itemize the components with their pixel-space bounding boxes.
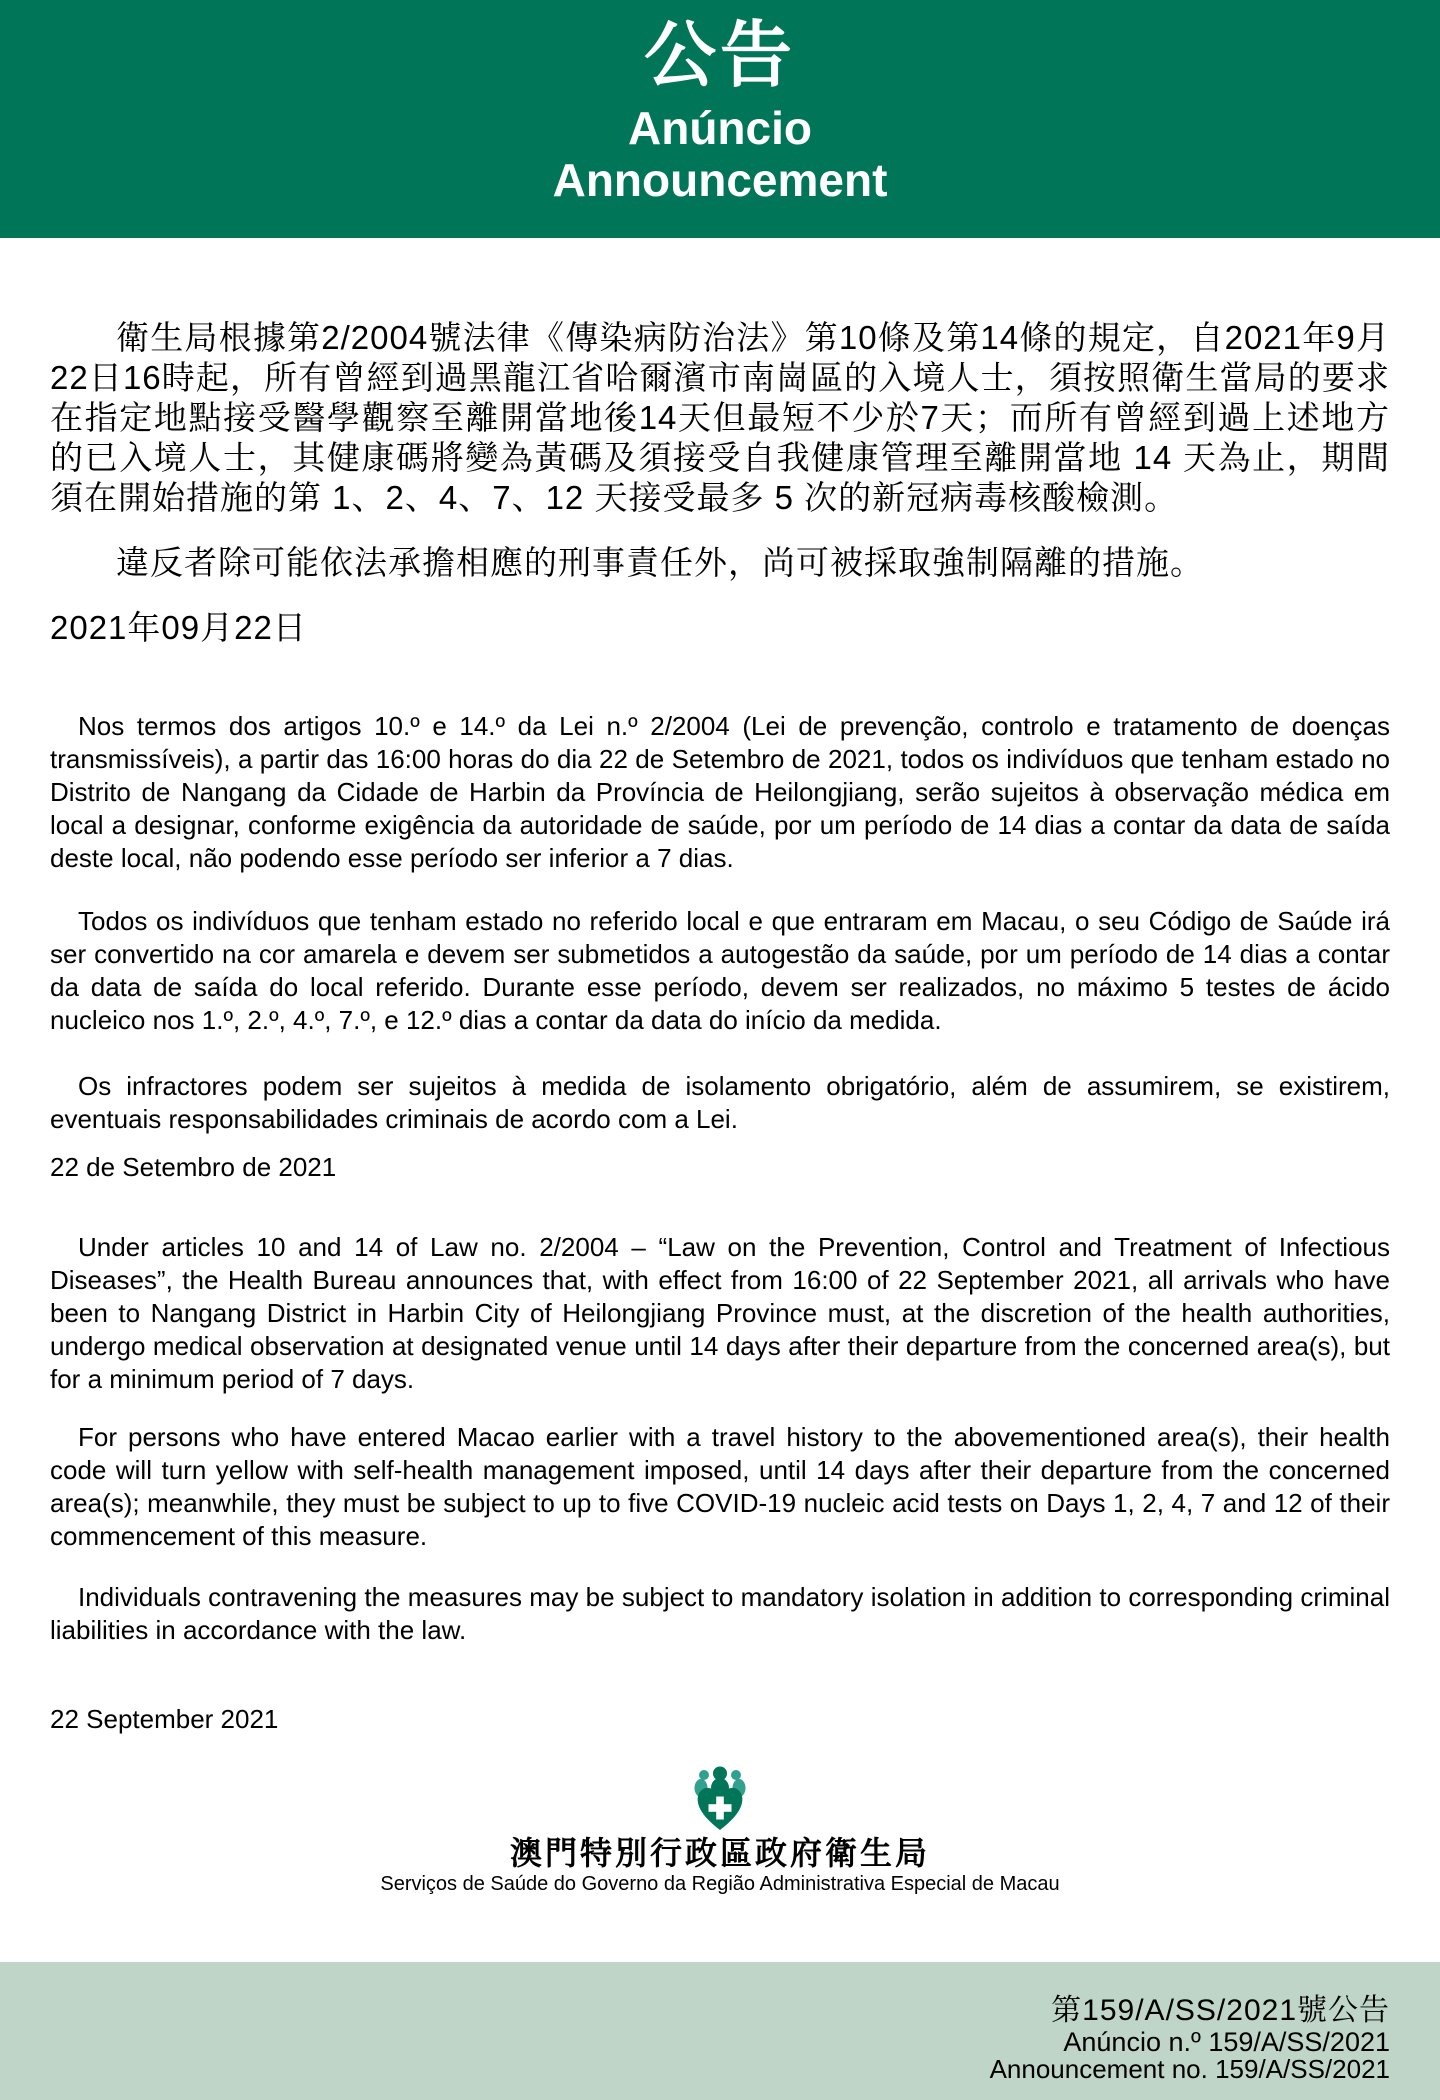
date-pt: 22 de Setembro de 2021 [50,1152,337,1182]
paragraph-pt-3: Os infractores podem ser sujeitos à medida de isolamento obrigatório, além de assumirem, se existirem, eventuais responsabilidades criminais de acordo com a Lei. [50,1071,1390,1134]
paragraph-pt-1: Nos termos dos artigos 10.º e 14.º da Lei n.º 2/2004 (Lei de prevenção, controlo e tratamento de doenças transmissíveis), a partir das 16:00 horas do dia 22 de Setembro de 2021, todos os indivíduos que tenham estado no Distrito de Nangang da Cidade de Harbin da Província de Heilongjiang, serão sujeitos à observação médica em local a designar, conforme exigência da autoridade de saúde, por um período de 14 dias a contar da data de saída deste local, não podendo esse período ser inferior a 7 dias. [50,711,1390,873]
paragraph-en-3: Individuals contravening the measures may be subject to mandatory isolation in addition to corresponding criminal liabilities in accordance with the law. [50,1582,1390,1645]
organization-name-zh: 澳門特別行政區政府衛生局 [509,1835,930,1871]
date-zh: 2021年09月22日 [50,609,307,646]
paragraph-zh-2: 違反者除可能依法承擔相應的刑事責任外，尚可被採取強制隔離的措施。 [116,544,1204,581]
header-title-zh: 公告 [643,16,796,96]
footer-ref-zh: 第159/A/SS/2021號公告 [1051,1994,1390,2027]
document-body [0,238,1440,1962]
organization-name-pt: Serviços de Saúde do Governo da Região Administrativa Especial de Macau [380,1873,1060,1895]
organization-block [50,1766,1390,1896]
footer-ref-en: Announcement no. 159/A/SS/2021 [989,2054,1390,2084]
paragraph-zh-1: 衛生局根據第2/2004號法律《傳染病防治法》第10條及第14條的規定，自2021年9月22日16時起，所有曾經到過黑龍江省哈爾濱市南崗區的入境人士，須按照衛生當局的要求在指定地點接受醫學觀察至離開當地後14天但最短不少於7天；而所有曾經到過上述地方的已入境人士，其健康碼將變為黃碼及須接受自我健康管理至離開當地 14 天為止，期間須在開始措施的第 1、2、4、7、12 天接受最多 5 次的新冠病毒核酸檢測。 [50,319,1390,516]
header-title-pt: Anúncio [628,102,812,154]
footer-ref-pt: Anúncio n.º 159/A/SS/2021 [1063,2027,1390,2057]
footer-band [0,1962,1440,2100]
paragraph-en-2: For persons who have entered Macao earlier with a travel history to the abovementioned area(s), their health code will turn yellow with self-health management imposed, until 14 days after their departure from the concerned area(s); meanwhile, they must be subject to up to five COVID-19 nucleic acid tests on Days 1, 2, 4, 7 and 12 of their commencement of this measure. [50,1422,1390,1551]
health-bureau-heart-cross-logo-icon [689,1766,751,1832]
header-band [0,0,1440,238]
date-en: 22 September 2021 [50,1704,279,1734]
paragraph-en-1: Under articles 10 and 14 of Law no. 2/2004 – “Law on the Prevention, Control and Treatment of Infectious Diseases”, the Health Bureau announces that, with effect from 16:00 of 22 September 2021, all arrivals who have been to Nangang District in Harbin City of Heilongjiang Province must, at the discretion of the health authorities, undergo medical observation at designated venue until 14 days after their departure from the concerned area(s), but for a minimum period of 7 days. [50,1232,1390,1394]
header-title-en: Announcement [552,154,888,206]
paragraph-pt-2: Todos os indivíduos que tenham estado no referido local e que entraram em Macau, o seu Código de Saúde irá ser convertido na cor amarela e devem ser submetidos a autogestão da saúde, por um período de 14 dias a contar da data de saída do local referido. Durante esse período, devem ser realizados, no máximo 5 testes de ácido nucleico nos 1.º, 2.º, 4.º, 7.º, e 12.º dias a contar da data do início da medida. [50,906,1390,1035]
